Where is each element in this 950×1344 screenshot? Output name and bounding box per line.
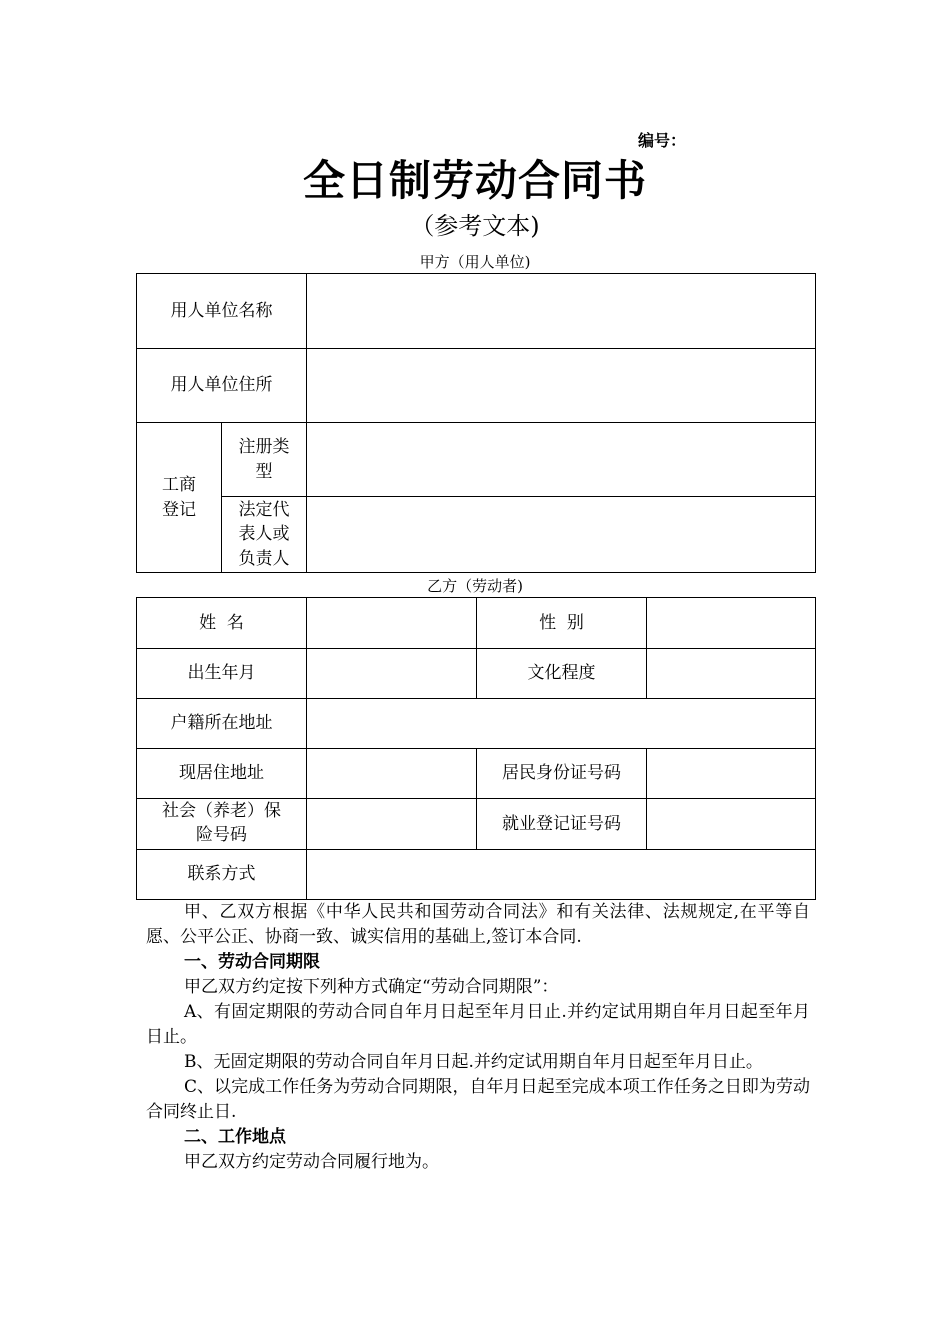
option-c-paragraph: C、以完成工作任务为劳动合同期限，自年月日起至完成本项工作任务之日即为劳动合同终止日. (146, 1077, 810, 1122)
id-number-field[interactable] (647, 749, 816, 799)
hukou-address-label: 户籍所在地址 (137, 699, 307, 749)
employment-registration-field[interactable] (647, 799, 816, 850)
contract-body (146, 900, 810, 1175)
employer-address-label: 用人单位住所 (137, 349, 307, 423)
section-1-heading: 一、劳动合同期限 (184, 952, 320, 972)
section-2-paragraph: 甲乙双方约定劳动合同履行地为。 (184, 1152, 439, 1172)
id-number-label: 居民身份证号码 (477, 749, 647, 799)
residence-address-label: 现居住地址 (137, 749, 307, 799)
gender-label: 性 别 (477, 598, 647, 649)
intro-paragraph: 甲、乙双方根据《中华人民共和国劳动合同法》和有关法律、法规规定,在平等自愿、公平公正、协商一致、诚实信用的基础上,签订本合同. (146, 902, 810, 947)
contact-label: 联系方式 (137, 850, 307, 900)
serial-number-label: 编号： (638, 131, 687, 150)
registration-type-label: 注册类型 (222, 423, 307, 497)
gender-field[interactable] (647, 598, 816, 649)
business-registration-label: 工商登记 (137, 423, 222, 573)
registration-type-field[interactable] (307, 423, 816, 497)
document-title: 全日制劳动合同书 (302, 156, 647, 205)
worker-name-label: 姓 名 (137, 598, 307, 649)
employer-name-field[interactable] (307, 274, 816, 349)
party-a-caption: 甲方（用人单位) (419, 253, 531, 271)
birth-date-field[interactable] (307, 649, 477, 699)
hukou-address-field[interactable] (307, 699, 816, 749)
option-b-paragraph: B、无固定期限的劳动合同自年月日起.并约定试用期自年月日起至年月日止。 (184, 1052, 763, 1072)
legal-representative-label: 法定代表人或负责人 (222, 497, 307, 573)
party-a-table (136, 273, 816, 573)
insurance-number-field[interactable] (307, 799, 477, 850)
education-label: 文化程度 (477, 649, 647, 699)
residence-address-field[interactable] (307, 749, 477, 799)
party-b-caption: 乙方（劳动者) (427, 577, 523, 595)
contact-field[interactable] (307, 850, 816, 900)
worker-name-field[interactable] (307, 598, 477, 649)
section-2-heading: 二、工作地点 (184, 1127, 286, 1147)
party-b-table (136, 597, 816, 900)
birth-date-label: 出生年月 (137, 649, 307, 699)
employment-registration-label: 就业登记证号码 (477, 799, 647, 850)
employer-address-field[interactable] (307, 349, 816, 423)
document-subtitle: （参考文本) (410, 212, 540, 240)
education-field[interactable] (647, 649, 816, 699)
employer-name-label: 用人单位名称 (137, 274, 307, 349)
section-1-lead: 甲乙双方约定按下列种方式确定“劳动合同期限”： (184, 977, 559, 997)
legal-representative-field[interactable] (307, 497, 816, 573)
insurance-number-label: 社会（养老）保险号码 (137, 799, 307, 850)
option-a-paragraph: A、有固定期限的劳动合同自年月日起至年月日止.并约定试用期自年月日起至年月日止。 (146, 1002, 810, 1047)
